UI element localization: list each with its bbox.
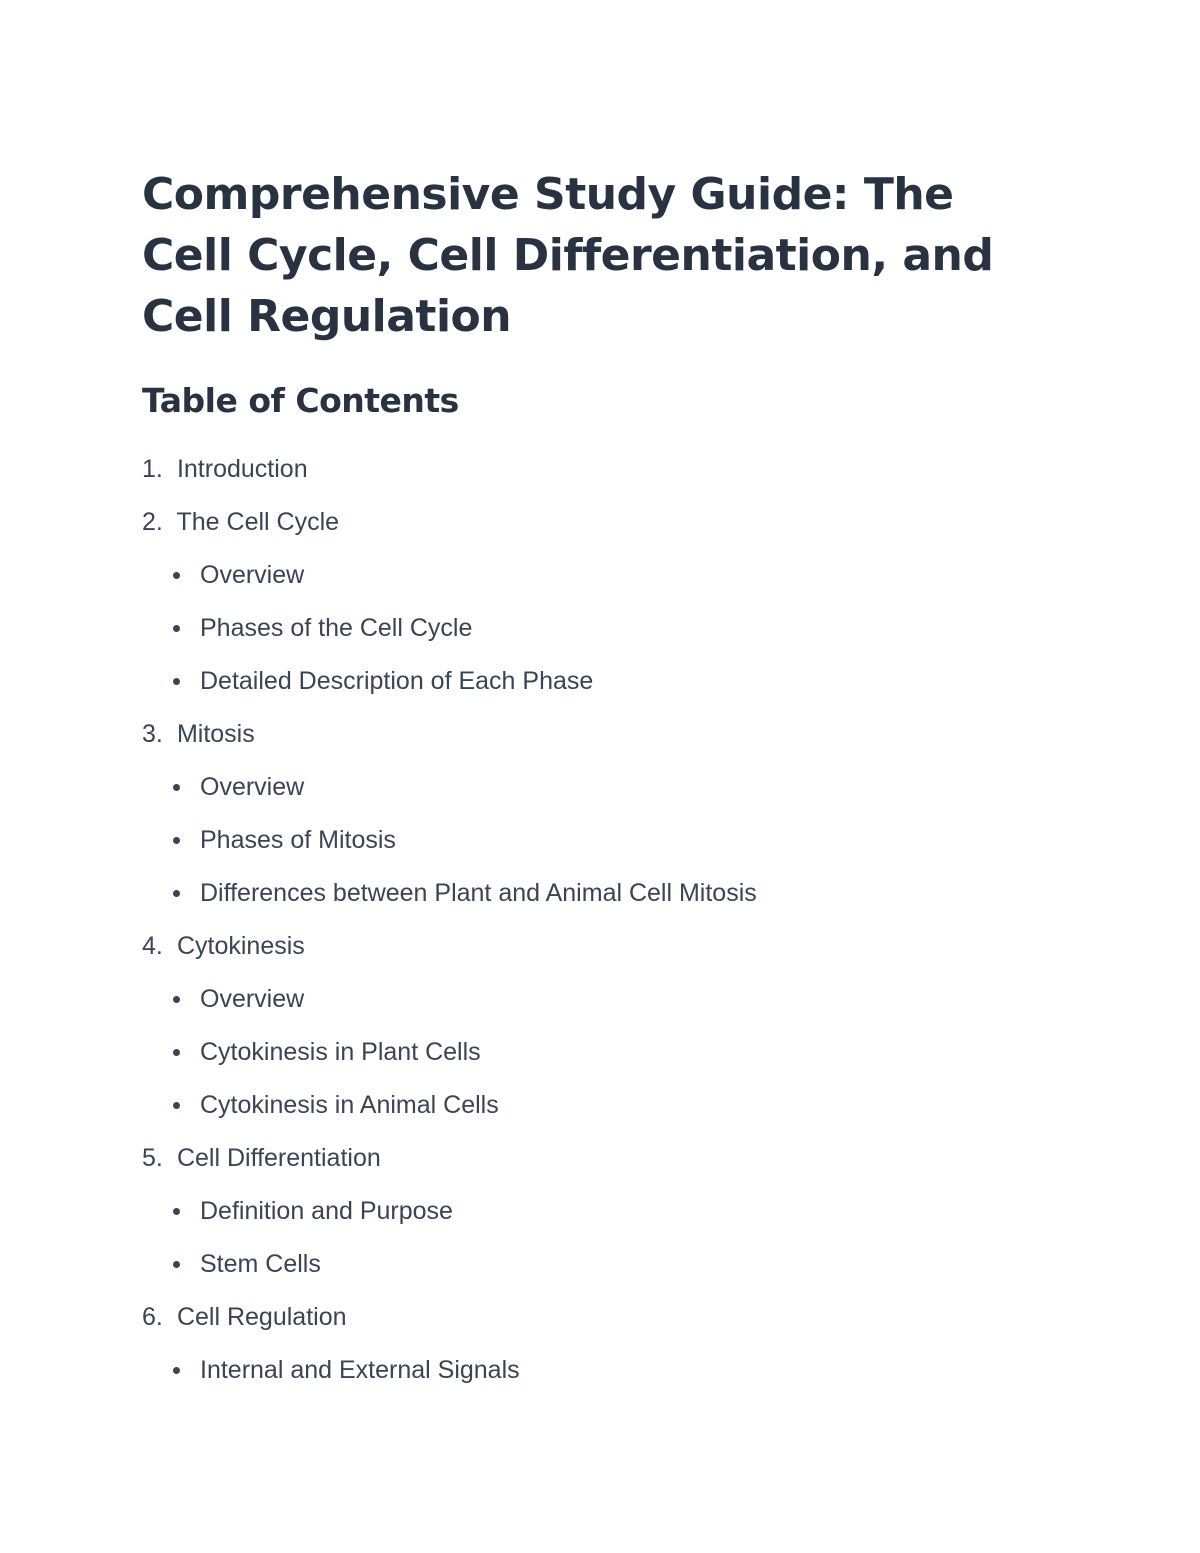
toc-item-label: Cytokinesis [176,932,305,960]
toc-item-cell-regulation[interactable] [142,1291,1042,1344]
toc-item-number: 3. [142,720,163,748]
bullet-icon [173,678,180,685]
bullet-icon [173,837,180,844]
bullet-icon [173,996,180,1003]
toc-subitem[interactable] [142,655,1042,708]
toc-subitem-label: Definition and Purpose [200,1197,453,1225]
toc-item-number: 6. [142,1303,163,1331]
toc-subitem[interactable] [142,1344,1042,1397]
toc-subitem-label: Cytokinesis in Animal Cells [200,1091,499,1119]
toc-subitem[interactable] [142,1238,1042,1291]
toc-item-cell-differentiation[interactable] [142,1132,1042,1185]
toc-subitem-label: Cytokinesis in Plant Cells [200,1038,481,1066]
bullet-icon [173,1102,180,1109]
toc-item-introduction[interactable] [142,443,1042,496]
toc-item-label: Mitosis [176,720,255,748]
bullet-icon [173,1367,180,1374]
toc-subitem[interactable] [142,814,1042,867]
bullet-icon [173,625,180,632]
document-title: Comprehensive Study Guide: The Cell Cycle, Cell Differentiation, and Cell Regulation [142,169,994,342]
toc-item-number: 2. [142,508,163,536]
toc-subitem[interactable] [142,867,1042,920]
bullet-icon [173,572,180,579]
bullet-icon [173,1261,180,1268]
bullet-icon [173,784,180,791]
toc-subitem-label: Stem Cells [200,1250,321,1278]
toc-subitem-label: Overview [200,773,305,801]
toc-item-label: Cell Differentiation [176,1144,381,1172]
document-page [142,164,1042,1397]
toc-item-label: The Cell Cycle [176,508,340,536]
toc-item-label: Introduction [176,455,308,483]
bullet-icon [173,1208,180,1215]
toc-item-cytokinesis[interactable] [142,920,1042,973]
toc-subitem[interactable] [142,761,1042,814]
toc-item-number: 5. [142,1144,163,1172]
toc-subitem-label: Phases of the Cell Cycle [200,614,473,642]
toc-subitem-label: Phases of Mitosis [200,826,396,854]
bullet-icon [173,890,180,897]
toc-subitem-label: Internal and External Signals [200,1356,520,1384]
toc-item-mitosis[interactable] [142,708,1042,761]
toc-subitem[interactable] [142,602,1042,655]
toc-subitem[interactable] [142,549,1042,602]
toc-subitem-label: Detailed Description of Each Phase [200,667,594,695]
toc-subitem-label: Overview [200,561,305,589]
toc-subitem[interactable] [142,1026,1042,1079]
toc-subitem-label: Differences between Plant and Animal Cell Mitosis [200,879,757,907]
toc-item-cell-cycle[interactable] [142,496,1042,549]
table-of-contents [142,443,1042,1397]
bullet-icon [173,1049,180,1056]
toc-subitem[interactable] [142,1185,1042,1238]
toc-heading: Table of Contents [142,381,459,420]
toc-subitem[interactable] [142,973,1042,1026]
toc-item-number: 1. [142,455,163,483]
toc-item-label: Cell Regulation [176,1303,347,1331]
toc-subitem[interactable] [142,1079,1042,1132]
toc-subitem-label: Overview [200,985,305,1013]
toc-item-number: 4. [142,932,163,960]
